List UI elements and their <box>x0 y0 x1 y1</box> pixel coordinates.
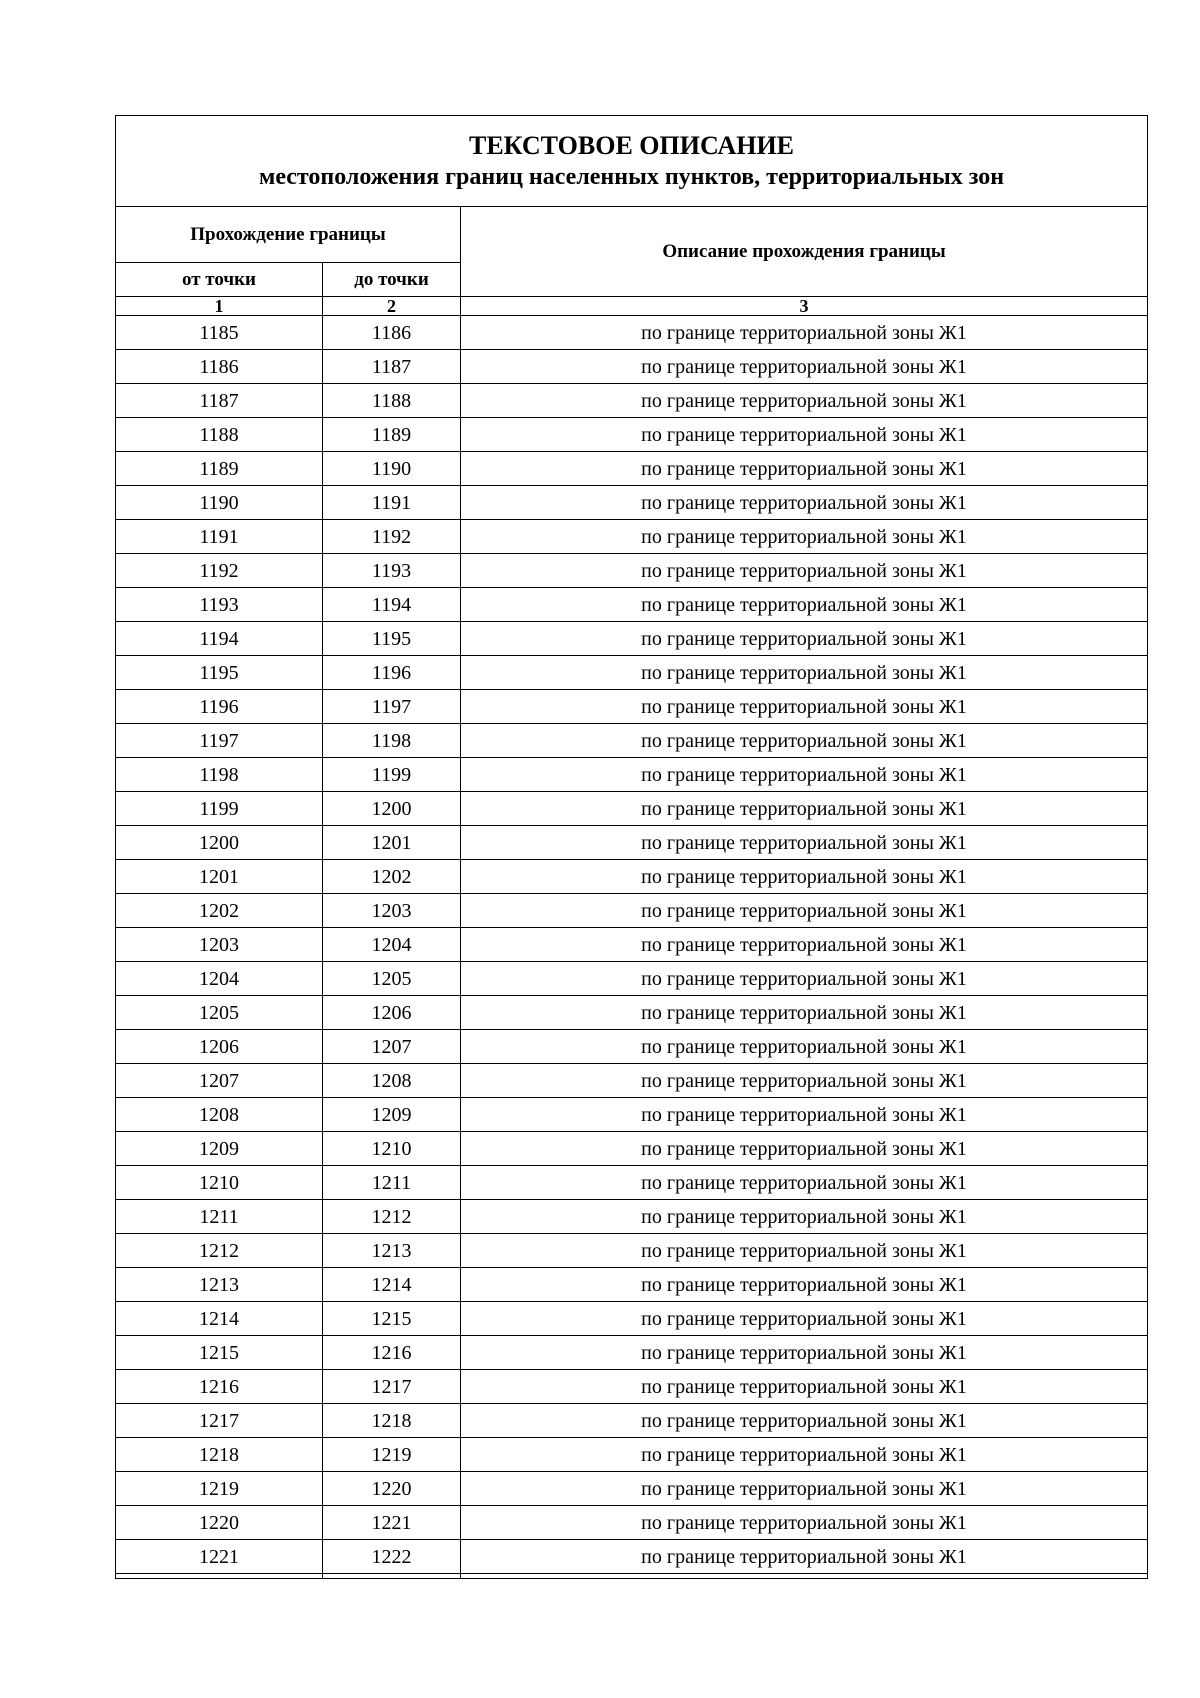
to-point-cell: 1206 <box>323 996 461 1030</box>
table-row <box>116 996 1148 1030</box>
to-point-cell: 1215 <box>323 1302 461 1336</box>
from-point-cell: 1193 <box>116 588 323 622</box>
column-number: 1 <box>116 297 323 316</box>
table-row <box>116 1370 1148 1404</box>
description-cell: по границе территориальной зоны Ж1 <box>461 962 1148 996</box>
column-number-row <box>116 297 1148 316</box>
table-row <box>116 316 1148 350</box>
table-row <box>116 1234 1148 1268</box>
description-column-header: Описание прохождения границы <box>461 207 1148 297</box>
table-row <box>116 690 1148 724</box>
table-row <box>116 860 1148 894</box>
description-cell: по границе территориальной зоны Ж1 <box>461 826 1148 860</box>
table-row <box>116 622 1148 656</box>
table-row <box>116 418 1148 452</box>
description-cell: по границе территориальной зоны Ж1 <box>461 1506 1148 1540</box>
description-cell: по границе территориальной зоны Ж1 <box>461 1438 1148 1472</box>
table-row <box>116 962 1148 996</box>
from-point-cell: 1190 <box>116 486 323 520</box>
to-point-cell: 1186 <box>323 316 461 350</box>
table-row <box>116 758 1148 792</box>
from-point-cell: 1211 <box>116 1200 323 1234</box>
from-point-cell: 1217 <box>116 1404 323 1438</box>
table-row <box>116 384 1148 418</box>
description-cell: по границе территориальной зоны Ж1 <box>461 1472 1148 1506</box>
description-cell: по границе территориальной зоны Ж1 <box>461 1098 1148 1132</box>
description-cell: по границе территориальной зоны Ж1 <box>461 690 1148 724</box>
description-cell: по границе территориальной зоны Ж1 <box>461 418 1148 452</box>
from-point-cell: 1192 <box>116 554 323 588</box>
to-point-cell: 1213 <box>323 1234 461 1268</box>
table-row <box>116 826 1148 860</box>
table-tail-row <box>116 1574 1148 1579</box>
from-point-cell: 1219 <box>116 1472 323 1506</box>
table-row <box>116 1166 1148 1200</box>
to-point-cell: 1221 <box>323 1506 461 1540</box>
table-row <box>116 1064 1148 1098</box>
to-point-cell: 1220 <box>323 1472 461 1506</box>
to-point-column-header: до точки <box>323 263 461 297</box>
table-row <box>116 724 1148 758</box>
description-cell: по границе территориальной зоны Ж1 <box>461 1404 1148 1438</box>
to-point-cell: 1195 <box>323 622 461 656</box>
description-cell: по границе территориальной зоны Ж1 <box>461 656 1148 690</box>
description-cell: по границе территориальной зоны Ж1 <box>461 1336 1148 1370</box>
table-row <box>116 1506 1148 1540</box>
from-point-cell: 1188 <box>116 418 323 452</box>
description-cell: по границе территориальной зоны Ж1 <box>461 1268 1148 1302</box>
description-cell: по границе территориальной зоны Ж1 <box>461 384 1148 418</box>
table-row <box>116 894 1148 928</box>
description-cell: по границе территориальной зоны Ж1 <box>461 894 1148 928</box>
title-block <box>116 116 1148 207</box>
description-cell: по границе территориальной зоны Ж1 <box>461 554 1148 588</box>
to-point-cell: 1192 <box>323 520 461 554</box>
table-row <box>116 1098 1148 1132</box>
description-cell: по границе территориальной зоны Ж1 <box>461 350 1148 384</box>
from-point-cell: 1185 <box>116 316 323 350</box>
description-cell: по границе территориальной зоны Ж1 <box>461 1166 1148 1200</box>
to-point-cell: 1212 <box>323 1200 461 1234</box>
from-point-cell: 1204 <box>116 962 323 996</box>
description-cell: по границе территориальной зоны Ж1 <box>461 996 1148 1030</box>
to-point-cell: 1187 <box>323 350 461 384</box>
page-subtitle: местоположения границ населенных пунктов, территориальных зон <box>258 164 1005 190</box>
table-row <box>116 588 1148 622</box>
description-cell: по границе территориальной зоны Ж1 <box>461 1234 1148 1268</box>
description-cell: по границе территориальной зоны Ж1 <box>461 1370 1148 1404</box>
description-cell: по границе территориальной зоны Ж1 <box>461 1540 1148 1574</box>
from-point-cell: 1196 <box>116 690 323 724</box>
to-point-cell: 1197 <box>323 690 461 724</box>
to-point-cell: 1199 <box>323 758 461 792</box>
table-row <box>116 1438 1148 1472</box>
to-point-cell: 1190 <box>323 452 461 486</box>
from-point-cell: 1199 <box>116 792 323 826</box>
description-cell: по границе территориальной зоны Ж1 <box>461 1302 1148 1336</box>
description-cell: по границе территориальной зоны Ж1 <box>461 316 1148 350</box>
from-point-cell: 1214 <box>116 1302 323 1336</box>
description-cell: по границе территориальной зоны Ж1 <box>461 1200 1148 1234</box>
table-row <box>116 792 1148 826</box>
description-cell: по границе территориальной зоны Ж1 <box>461 1030 1148 1064</box>
description-cell: по границе территориальной зоны Ж1 <box>461 928 1148 962</box>
from-point-cell: 1194 <box>116 622 323 656</box>
to-point-cell: 1191 <box>323 486 461 520</box>
description-cell: по границе территориальной зоны Ж1 <box>461 860 1148 894</box>
column-group-header: Прохождение границы <box>116 207 461 263</box>
to-point-cell: 1222 <box>323 1540 461 1574</box>
from-point-cell: 1187 <box>116 384 323 418</box>
table-row <box>116 1030 1148 1064</box>
from-point-cell: 1205 <box>116 996 323 1030</box>
to-point-cell: 1208 <box>323 1064 461 1098</box>
to-point-cell: 1210 <box>323 1132 461 1166</box>
table-row <box>116 1302 1148 1336</box>
from-point-cell: 1186 <box>116 350 323 384</box>
description-cell: по границе территориальной зоны Ж1 <box>461 486 1148 520</box>
table-row <box>116 1404 1148 1438</box>
description-cell: по границе территориальной зоны Ж1 <box>461 588 1148 622</box>
to-point-cell: 1188 <box>323 384 461 418</box>
to-point-cell: 1196 <box>323 656 461 690</box>
description-cell: по границе территориальной зоны Ж1 <box>461 792 1148 826</box>
description-cell: по границе территориальной зоны Ж1 <box>461 724 1148 758</box>
to-point-cell: 1219 <box>323 1438 461 1472</box>
boundary-description-table <box>115 115 1148 1579</box>
to-point-cell: 1205 <box>323 962 461 996</box>
page-title: ТЕКСТОВОЕ ОПИСАНИЕ <box>469 131 795 160</box>
from-point-cell: 1197 <box>116 724 323 758</box>
from-point-cell: 1198 <box>116 758 323 792</box>
from-point-cell: 1207 <box>116 1064 323 1098</box>
column-number: 2 <box>323 297 461 316</box>
from-point-cell: 1210 <box>116 1166 323 1200</box>
from-point-cell: 1202 <box>116 894 323 928</box>
table-row <box>116 1336 1148 1370</box>
to-point-cell: 1200 <box>323 792 461 826</box>
title-row <box>116 116 1148 207</box>
from-point-cell: 1221 <box>116 1540 323 1574</box>
to-point-cell: 1198 <box>323 724 461 758</box>
tail-cell <box>116 1574 323 1579</box>
from-point-cell: 1216 <box>116 1370 323 1404</box>
to-point-cell: 1211 <box>323 1166 461 1200</box>
column-number: 3 <box>461 297 1148 316</box>
description-cell: по границе территориальной зоны Ж1 <box>461 1064 1148 1098</box>
table-row <box>116 1268 1148 1302</box>
table-row <box>116 656 1148 690</box>
from-point-cell: 1218 <box>116 1438 323 1472</box>
to-point-cell: 1189 <box>323 418 461 452</box>
table-row <box>116 928 1148 962</box>
table-row <box>116 1472 1148 1506</box>
from-point-cell: 1201 <box>116 860 323 894</box>
description-cell: по границе территориальной зоны Ж1 <box>461 520 1148 554</box>
to-point-cell: 1216 <box>323 1336 461 1370</box>
from-point-cell: 1200 <box>116 826 323 860</box>
to-point-cell: 1207 <box>323 1030 461 1064</box>
table-row <box>116 486 1148 520</box>
table-row <box>116 1132 1148 1166</box>
table-body <box>116 316 1148 1574</box>
to-point-cell: 1193 <box>323 554 461 588</box>
to-point-cell: 1194 <box>323 588 461 622</box>
header-row-group <box>116 207 1148 263</box>
from-point-cell: 1212 <box>116 1234 323 1268</box>
to-point-cell: 1217 <box>323 1370 461 1404</box>
from-point-cell: 1206 <box>116 1030 323 1064</box>
description-cell: по границе территориальной зоны Ж1 <box>461 758 1148 792</box>
table-row <box>116 1200 1148 1234</box>
from-point-column-header: от точки <box>116 263 323 297</box>
tail-cell <box>323 1574 461 1579</box>
from-point-cell: 1215 <box>116 1336 323 1370</box>
description-cell: по границе территориальной зоны Ж1 <box>461 452 1148 486</box>
table-row <box>116 554 1148 588</box>
from-point-cell: 1189 <box>116 452 323 486</box>
from-point-cell: 1203 <box>116 928 323 962</box>
from-point-cell: 1220 <box>116 1506 323 1540</box>
from-point-cell: 1208 <box>116 1098 323 1132</box>
description-cell: по границе территориальной зоны Ж1 <box>461 1132 1148 1166</box>
to-point-cell: 1204 <box>323 928 461 962</box>
to-point-cell: 1203 <box>323 894 461 928</box>
to-point-cell: 1218 <box>323 1404 461 1438</box>
table-row <box>116 1540 1148 1574</box>
to-point-cell: 1214 <box>323 1268 461 1302</box>
table-row <box>116 350 1148 384</box>
description-cell: по границе территориальной зоны Ж1 <box>461 622 1148 656</box>
from-point-cell: 1209 <box>116 1132 323 1166</box>
to-point-cell: 1201 <box>323 826 461 860</box>
table-row <box>116 520 1148 554</box>
table-row <box>116 452 1148 486</box>
from-point-cell: 1195 <box>116 656 323 690</box>
from-point-cell: 1213 <box>116 1268 323 1302</box>
to-point-cell: 1202 <box>323 860 461 894</box>
tail-cell <box>461 1574 1148 1579</box>
from-point-cell: 1191 <box>116 520 323 554</box>
to-point-cell: 1209 <box>323 1098 461 1132</box>
